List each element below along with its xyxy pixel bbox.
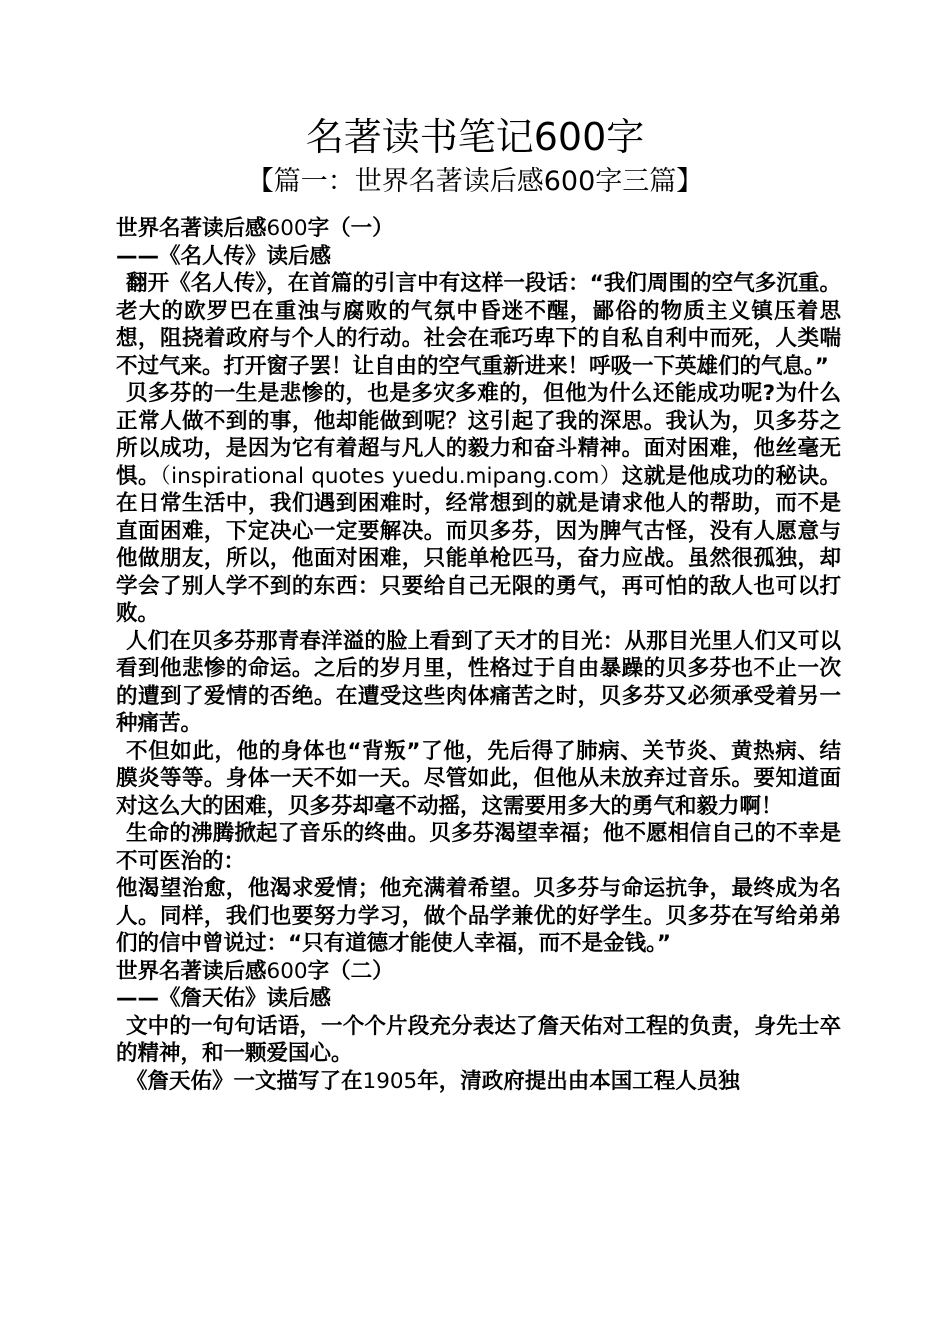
- section-heading-1-post: 字（一）: [307, 216, 394, 241]
- document-title: 名著读书笔记600字: [305, 115, 645, 159]
- section-heading-2: [116, 958, 841, 986]
- section-subheading-1: ——《名人传》读后感: [116, 243, 332, 269]
- paragraph: 不但如此，他的身体也“背叛”了他，先后得了肺病、关节炎、黄热病、结膜炎等等。身体一天不如一天。尽管如此，但他从未放弃过音乐。要知道面对这么大的困难，贝多芬却毫不动摇，这需要用多大的勇气和毅力啊！: [116, 738, 841, 819]
- paragraph: 他渴望治愈，他渴求爱情；他充满着希望。贝多芬与命运抗争，最终成为名人。同样，我们也要努力学习，做个品学兼优的好学生。贝多芬在写给弟弟们的信中曾说过：“只有道德才能使人幸福，而不是金钱。”: [116, 876, 841, 956]
- section-heading-2-pre: 世界名著读后感: [116, 958, 267, 984]
- paragraph-text: 这就是他成功的秘诀。在日常生活中，我们遇到困难时，经常想到的就是请求他人的帮助，而不是直面困难，下定决心一定要解决。而贝多芬，因为脾气古怪，没有人愿意与他做朋友，所以，他面对困难，只能单枪匹马，奋力应战。虽然很孤独，却学会了别人学不到的东西：只要给自己无限的勇气，再可怕的敌人也可以打败。: [116, 463, 841, 626]
- section-heading-2-post: 字（二）: [307, 958, 394, 984]
- section-heading-1-pre: 世界名著读后感: [116, 216, 267, 241]
- paragraph: 翻开《名人传》，在首篇的引言中有这样一段话：“我们周围的空气多沉重。老大的欧罗巴在重浊与腐败的气氛中昏迷不醒，鄙俗的物质主义镇压着思想，阻挠着政府与个人的行动。社会在乖巧卑下的自私自利中而死，人类喘不过气来。打开窗子罢！让自由的空气重新进来！呼吸一下英雄们的气息。”: [116, 271, 841, 379]
- paragraph: 人们在贝多芬那青春洋溢的脸上看到了天才的目光：从那目光里人们又可以看到他悲惨的命运。之后的岁月里，性格过于自由暴躁的贝多芬也不止一次的遭到了爱情的否绝。在遭受这些肉体痛苦之时，贝多芬又必须承受着另一种痛苦。: [116, 628, 841, 736]
- paragraph: 生命的沸腾掀起了音乐的终曲。贝多芬渴望幸福；他不愿相信自己的不幸是不可医治的：: [116, 821, 841, 874]
- section-heading-1-num: 600: [266, 216, 308, 241]
- section-heading-2-num: 600: [266, 958, 308, 984]
- document-body: [116, 215, 841, 1095]
- paragraph-text: 《詹天佑》一文描写了在: [126, 1068, 363, 1094]
- paragraph: [116, 380, 841, 628]
- section-heading-1: [116, 215, 841, 243]
- document-subtitle: 【篇一：世界名著读后感600字三篇】: [246, 166, 704, 197]
- section-subheading-2: ——《詹天佑》读后感: [116, 986, 332, 1011]
- year-number: 1905: [362, 1068, 418, 1094]
- paragraph-text: 贝多芬的一生是悲惨的，也是多灾多难的，但他为什么还能成功呢?为什么正常人做不到的事，他却能做到呢？这引起了我的深思。我认为，贝多芬之所以成功，是因为它有着超与凡人的毅力和奋斗精神。面对困难，他丝毫无惧。: [116, 381, 841, 489]
- paragraph-text: 年，清政府提出由本国工程人员独: [417, 1068, 740, 1094]
- paragraph: 文中的一句句话语，一个个片段充分表达了詹天佑对工程的负责，身先士卒的精神，和一颗爱国心。: [116, 1013, 841, 1066]
- inline-link-text: （inspirational quotes yuedu.mipang.com）: [159, 463, 622, 489]
- paragraph: [116, 1068, 841, 1096]
